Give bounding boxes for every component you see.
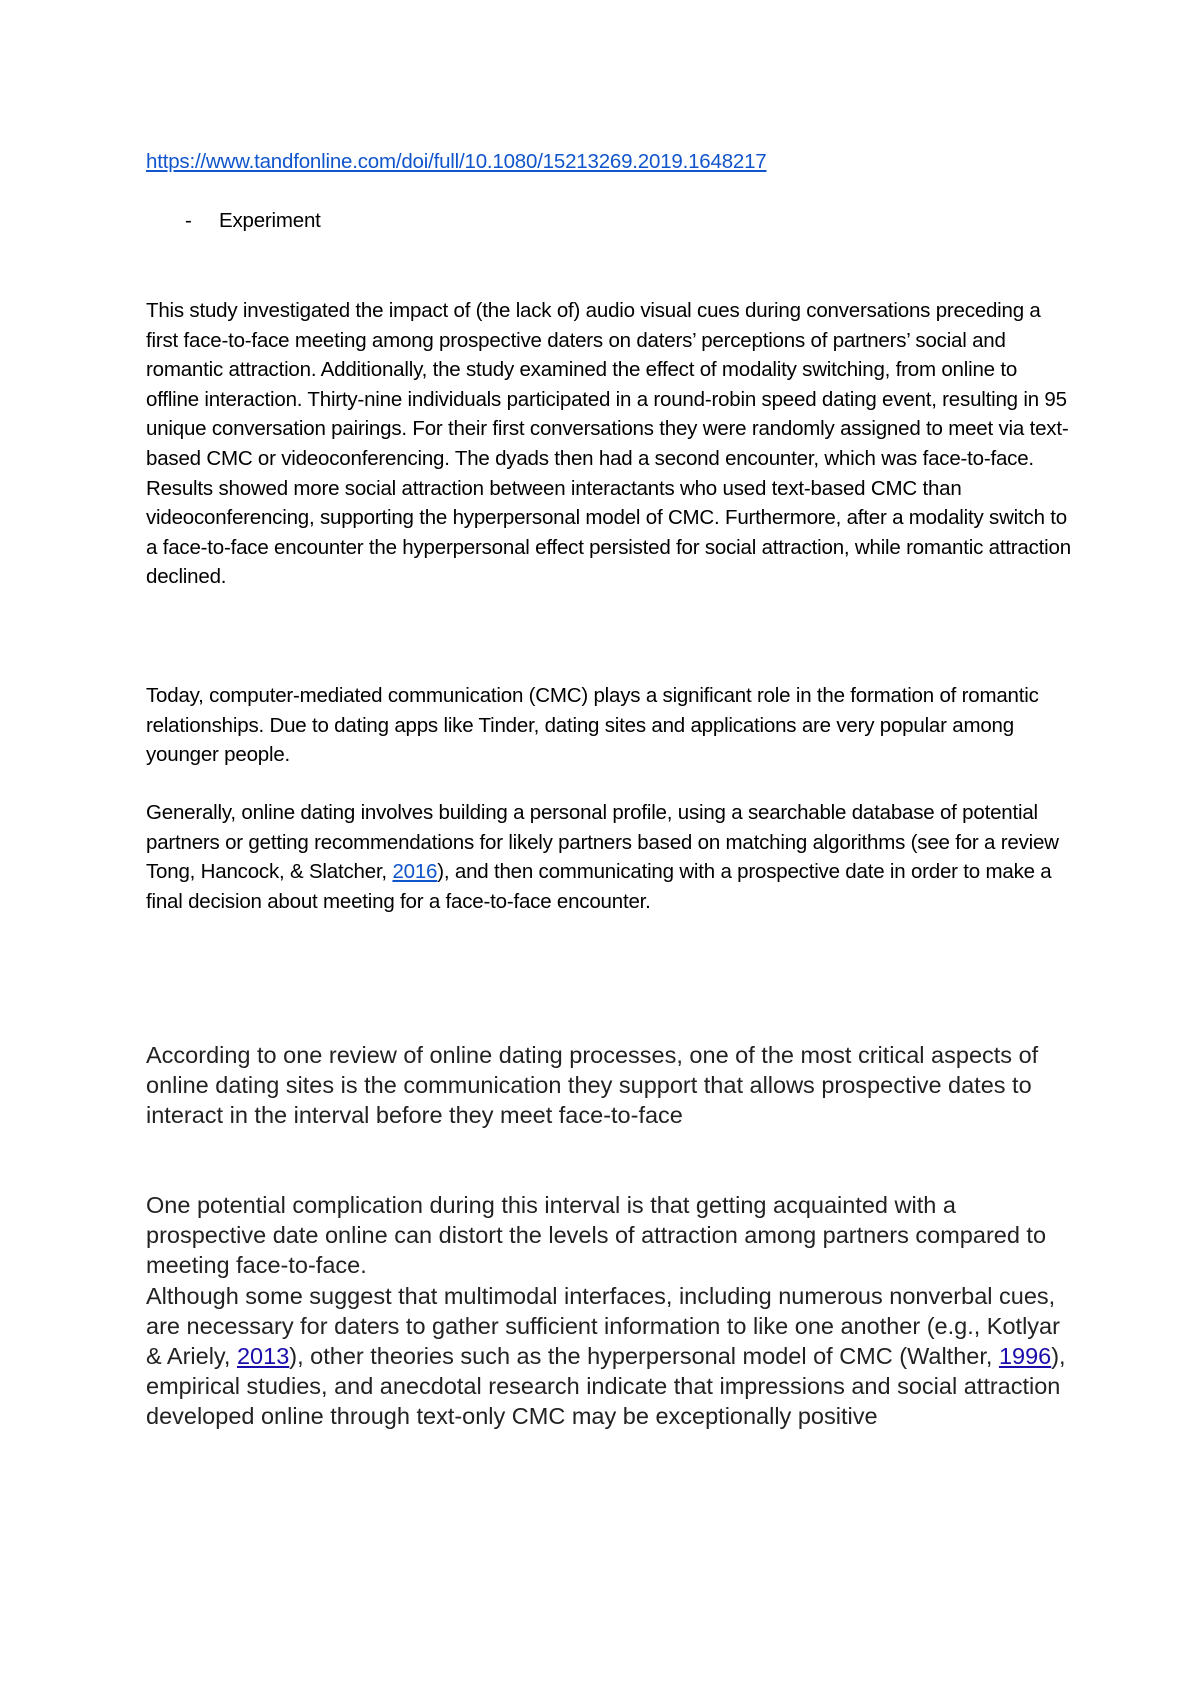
review-paragraph: According to one review of online dating processes, one of the most critical aspects of online dating sites is the communication they support that allows prospective dates to interact in the interval before they meet face-to-face <box>146 1042 1039 1129</box>
citation-link-1996[interactable]: 1996 <box>998 1343 1052 1370</box>
abstract-paragraph: This study investigated the impact of (the lack of) audio visual cues during conversations preceding a first face-to-face meeting among prospective daters on daters’ perceptions of partners’ social and romantic attraction. Additionally, the study examined the effect of modality switching, from online to offline interaction. Thirty-nine individuals participated in a round-robin speed dating event, resulting in 95 unique conversation pairings. For their first conversations they were randomly assigned to meet via text-based CMC or videoconferencing. The dyads then had a second encounter, which was face-to-face. Results showed more social attraction between interactants who used text-based CMC than videoconferencing, supporting the hyperpersonal model of CMC. Furthermore, after a modality switch to a face-to-face encounter the hyperpersonal effect persisted for social attraction, while romantic attraction declined. <box>146 299 1071 589</box>
generally-paragraph <box>146 798 1071 916</box>
bullet-item <box>185 206 321 236</box>
complication-text-before: Although some suggest that multimodal interfaces, including numerous nonverbal cues, are necessary for daters to gather sufficient information to like one another (e.g., Kotlyar & Ariely, <box>146 1282 1060 1370</box>
citation-link-2013[interactable]: 2013 <box>236 1343 290 1370</box>
today-paragraph: Today, computer-mediated communication (CMC) plays a significant role in the formation of romantic relationships. Due to dating apps like Tinder, dating sites and applications are very popular among younger people. <box>146 684 1039 767</box>
citation-link-2016[interactable]: 2016 <box>392 860 438 884</box>
generally-text-before: Generally, online dating involves building a personal profile, using a searchable database of potential partners or getting recommendations for likely partners based on matching algorithms (see for a review Tong, Hancock, & Slatcher, <box>146 801 1059 884</box>
source-link[interactable]: https://www.tandfonline.com/doi/full/10.1080/15213269.2019.1648217 <box>146 150 767 173</box>
complication-second-sentence <box>146 1281 1071 1432</box>
complication-first-sentence: One potential complication during this interval is that getting acquainted with a prospective date online can distort the levels of attraction among partners compared to meeting face-to-face. <box>146 1192 1047 1279</box>
complication-text-middle: ), other theories such as the hyperpersonal model of CMC (Walther, <box>289 1343 999 1370</box>
complication-paragraph <box>146 1190 1071 1432</box>
bullet-label: Experiment <box>219 209 321 232</box>
generally-text-after: ), and then communicating with a prospective date in order to make a final decision about meeting for a face-to-face encounter. <box>146 860 1052 913</box>
complication-text-after: ), empirical studies, and anecdotal research indicate that impressions and social attraction developed online through text-only CMC may be exceptionally positive <box>146 1343 1066 1430</box>
bullet-dash: - <box>185 209 192 232</box>
